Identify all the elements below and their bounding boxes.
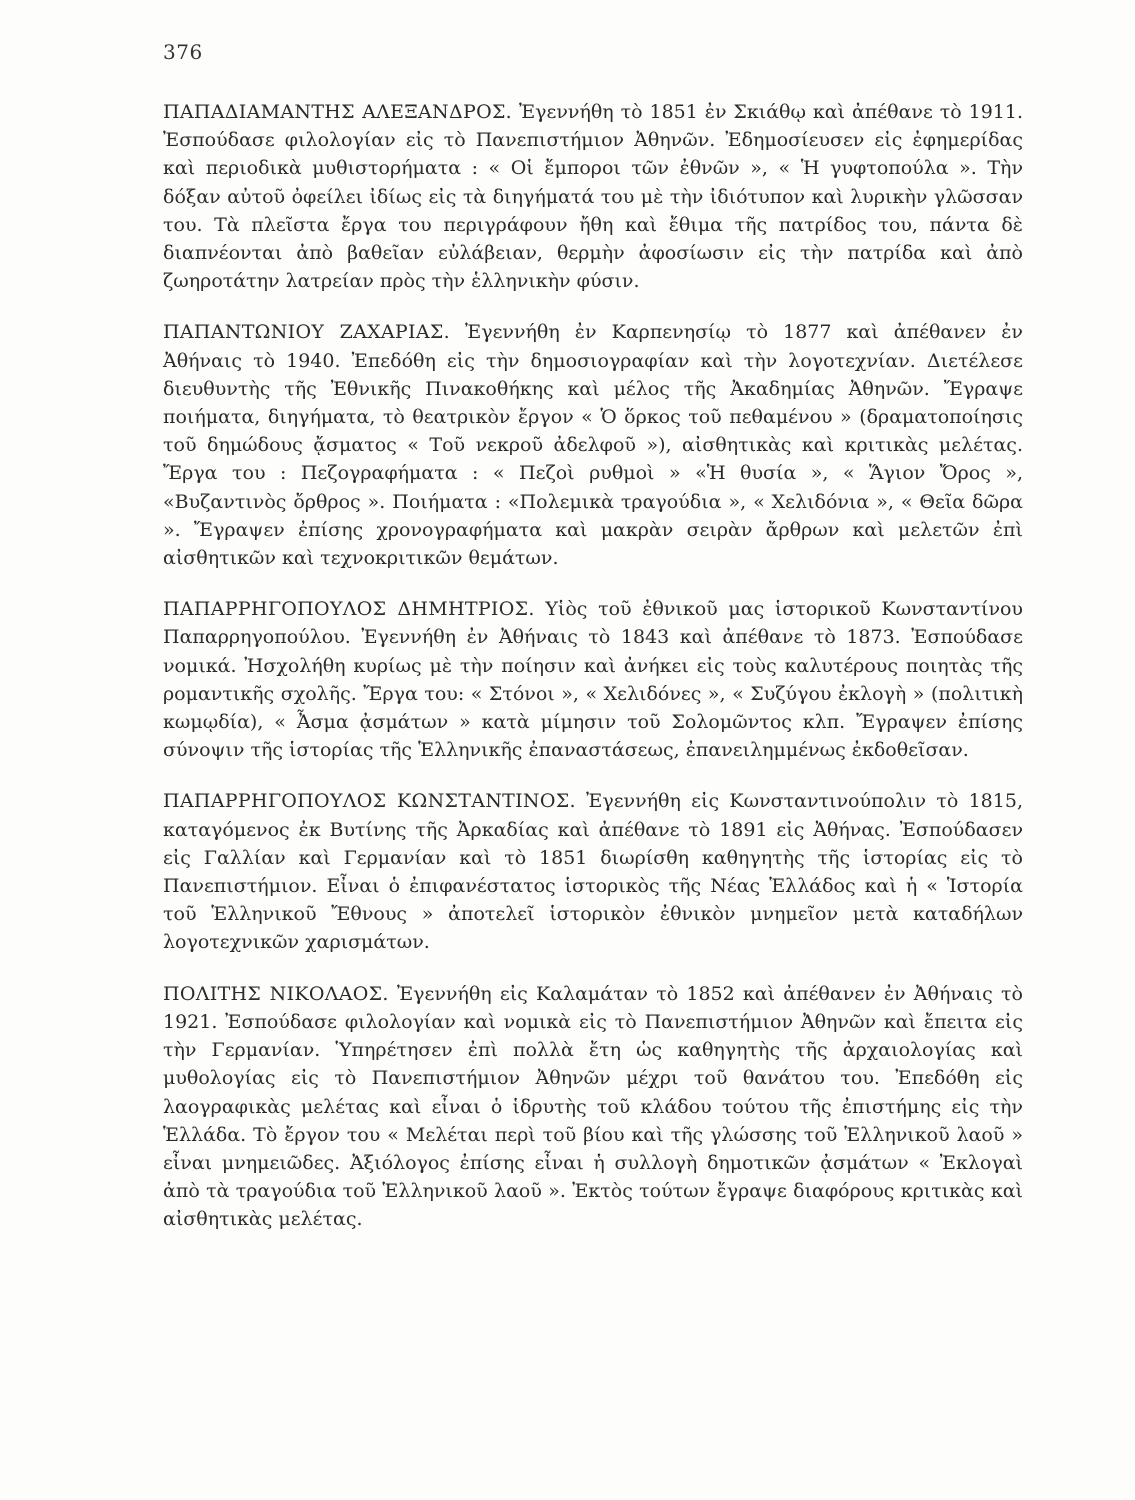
entry-name: ΠΑΠΑΝΤΩΝΙΟΥ ΖΑΧΑΡΙΑΣ.	[163, 321, 450, 344]
entry-text: Ἐγεννήθη ἐν Καρπενησίῳ τὸ 1877 καὶ ἀπέθανεν ἐν Ἀθήναις τὸ 1940. Ἐπεδόθη εἰς τὴν δημοσιογραφίαν καὶ τὴν λογοτεχνίαν. Διετέλεσε διευθυντὴς τῆς Ἐθνικῆς Πινακοθήκης καὶ μέλος τῆς Ἀκαδημίας Ἀθηνῶν. Ἔγραψε ποιήματα, διηγήματα, τὸ θεατρικὸν ἔργον « Ὁ ὅρκος τοῦ πεθαμένου » (δραματοποίησις τοῦ δημώδους ᾄσματος « Τοῦ νεκροῦ ἀδελφοῦ »), αἰσθητικὰς καὶ κριτικὰς μελέτας. Ἔργα του : Πεζογραφήματα : « Πεζοὶ ρυθμοὶ » «Ἡ θυσία », « Ἅγιον Ὄρος », «Βυζαντινὸς ὄρθρος ». Ποιήματα : «Πολεμικὰ τραγούδια », « Χελιδόνια », « Θεῖα δῶρα ». Ἔγραψεν ἐπίσης χρονογραφήματα καὶ μακρὰν σειρὰν ἄρθρων καὶ μελετῶν ἐπὶ αἰσθητικῶν καὶ τεχνοκριτικῶν θεμάτων.	[163, 321, 1023, 570]
entry-text: Ἐγεννήθη εἰς Καλαμάταν τὸ 1852 καὶ ἀπέθανεν ἐν Ἀθήναις τὸ 1921. Ἐσπούδασε φιλολογίαν καὶ νομικὰ εἰς τὸ Πανεπιστήμιον Ἀθηνῶν καὶ ἔπειτα εἰς τὴν Γερμανίαν. Ὑπηρέτησεν ἐπὶ πολλὰ ἔτη ὡς καθηγητὴς τῆς ἀρχαιολογίας καὶ μυθολογίας εἰς τὸ Πανεπιστήμιον Ἀθηνῶν μέχρι τοῦ θανάτου του. Ἐπεδόθη εἰς λαογραφικὰς μελέτας καὶ εἶναι ὁ ἱδρυτὴς τοῦ κλάδου τούτου τῆς ἐπιστήμης εἰς τὴν Ἑλλάδα. Τὸ ἔργον του « Μελέται περὶ τοῦ βίου καὶ τῆς γλώσσης τοῦ Ἑλληνικοῦ λαοῦ » εἶναι μνημειῶδες. Ἀξιόλογος ἐπίσης εἶναι ἡ συλλογὴ δημοτικῶν ᾀσμάτων « Ἐκλογαὶ ἀπὸ τὰ τραγούδια τοῦ Ἑλληνικοῦ λαοῦ ». Ἐκτὸς τούτων ἔγραψε διαφόρους κριτικὰς καὶ αἰσθητικὰς μελέτας.	[163, 982, 1023, 1231]
entry-paragraph	[163, 595, 1023, 764]
entry-politis	[163, 980, 1023, 1234]
entry-paragraph	[163, 318, 1023, 572]
entry-name: ΠΑΠΑΔΙΑΜΑΝΤΗΣ ΑΛΕΞΑΝΔΡΟΣ.	[163, 101, 513, 123]
entry-name: ΠΑΠΑΡΡΗΓΟΠΟΥΛΟΣ ΔΗΜΗΤΡΙΟΣ.	[163, 598, 535, 621]
entry-paparrigopoulos-dimitrios	[163, 595, 1023, 764]
entry-name: ΠΟΛΙΤΗΣ ΝΙΚΟΛΑΟΣ.	[163, 982, 389, 1005]
entry-text: Ἐγεννήθη τὸ 1851 ἐν Σκιάθῳ καὶ ἀπέθανε τὸ 1911. Ἐσπούδασε φιλολογίαν εἰς τὸ Πανεπιστήμιον Ἀθηνῶν. Ἐδημοσίευσεν εἰς ἐφημερίδας καὶ περιοδικὰ μυθιστορήματα : « Οἱ ἔμποροι τῶν ἐθνῶν », « Ἡ γυφτοπούλα ». Τὴν δόξαν αὐτοῦ ὀφείλει ἰδίως εἰς τὰ διηγήματά του μὲ τὴν ἰδιότυπον καὶ λυρικὴν γλῶσσαν του. Τὰ πλεῖστα ἔργα του περιγράφουν ἤθη καὶ ἔθιμα τῆς πατρίδος του, πάντα δὲ διαπνέονται ἀπὸ βαθεῖαν εὐλάβειαν, θερμὴν ἀφοσίωσιν εἰς τὴν πατρίδα καὶ ἀπὸ ζωηροτάτην λατρείαν πρὸς τὴν ἑλληνικὴν φύσιν.	[163, 101, 1023, 293]
entry-paragraph	[163, 980, 1023, 1234]
entry-paragraph	[163, 787, 1023, 956]
entry-papantoniou	[163, 318, 1023, 572]
entry-papadiamantis	[163, 98, 1023, 295]
entry-text: Ἐγεννήθη εἰς Κωνσταντινούπολιν τὸ 1815, καταγόμενος ἐκ Βυτίνης τῆς Ἀρκαδίας καὶ ἀπέθανε τὸ 1891 εἰς Ἀθήνας. Ἐσπούδασεν εἰς Γαλλίαν καὶ Γερμανίαν καὶ τὸ 1851 διωρίσθη καθηγητὴς τῆς ἱστορίας εἰς τὸ Πανεπιστήμιον. Εἶναι ὁ ἐπιφανέστατος ἱστορικὸς τῆς Νέας Ἑλλάδος καὶ ἡ « Ἱστορία τοῦ Ἑλληνικοῦ Ἔθνους » ἀποτελεῖ ἱστορικὸν ἐθνικὸν μνημεῖον μετὰ καταδήλων λογοτεχνικῶν χαρισμάτων.	[163, 790, 1023, 954]
entry-name: ΠΑΠΑΡΡΗΓΟΠΟΥΛΟΣ ΚΩΝΣΤΑΝΤΙΝΟΣ.	[163, 790, 576, 813]
biography-entries	[163, 98, 1023, 1257]
page-number: 376	[163, 40, 203, 64]
entry-paragraph	[163, 98, 1023, 295]
entry-text: Υἱὸς τοῦ ἐθνικοῦ μας ἱστορικοῦ Κωνσταντίνου Παπαρρηγοπούλου. Ἐγεννήθη ἐν Ἀθήναις τὸ 1843 καὶ ἀπέθανε τὸ 1873. Ἐσπούδασε νομικά. Ἠσχολήθη κυρίως μὲ τὴν ποίησιν καὶ ἀνήκει εἰς τοὺς καλυτέρους ποιητὰς τῆς ρομαντικῆς σχολῆς. Ἔργα του: « Στόνοι », « Χελιδόνες », « Συζύγου ἐκλογὴ » (πολιτικὴ κωμῳδία), « Ἆσμα ᾀσμάτων » κατὰ μίμησιν τοῦ Σολομῶντος κλπ. Ἔγραψεν ἐπίσης σύνοψιν τῆς ἱστορίας τῆς Ἑλληνικῆς ἐπαναστάσεως, ἐπανειλημμένως ἐκδοθεῖσαν.	[163, 598, 1023, 762]
entry-paparrigopoulos-konstantinos	[163, 787, 1023, 956]
